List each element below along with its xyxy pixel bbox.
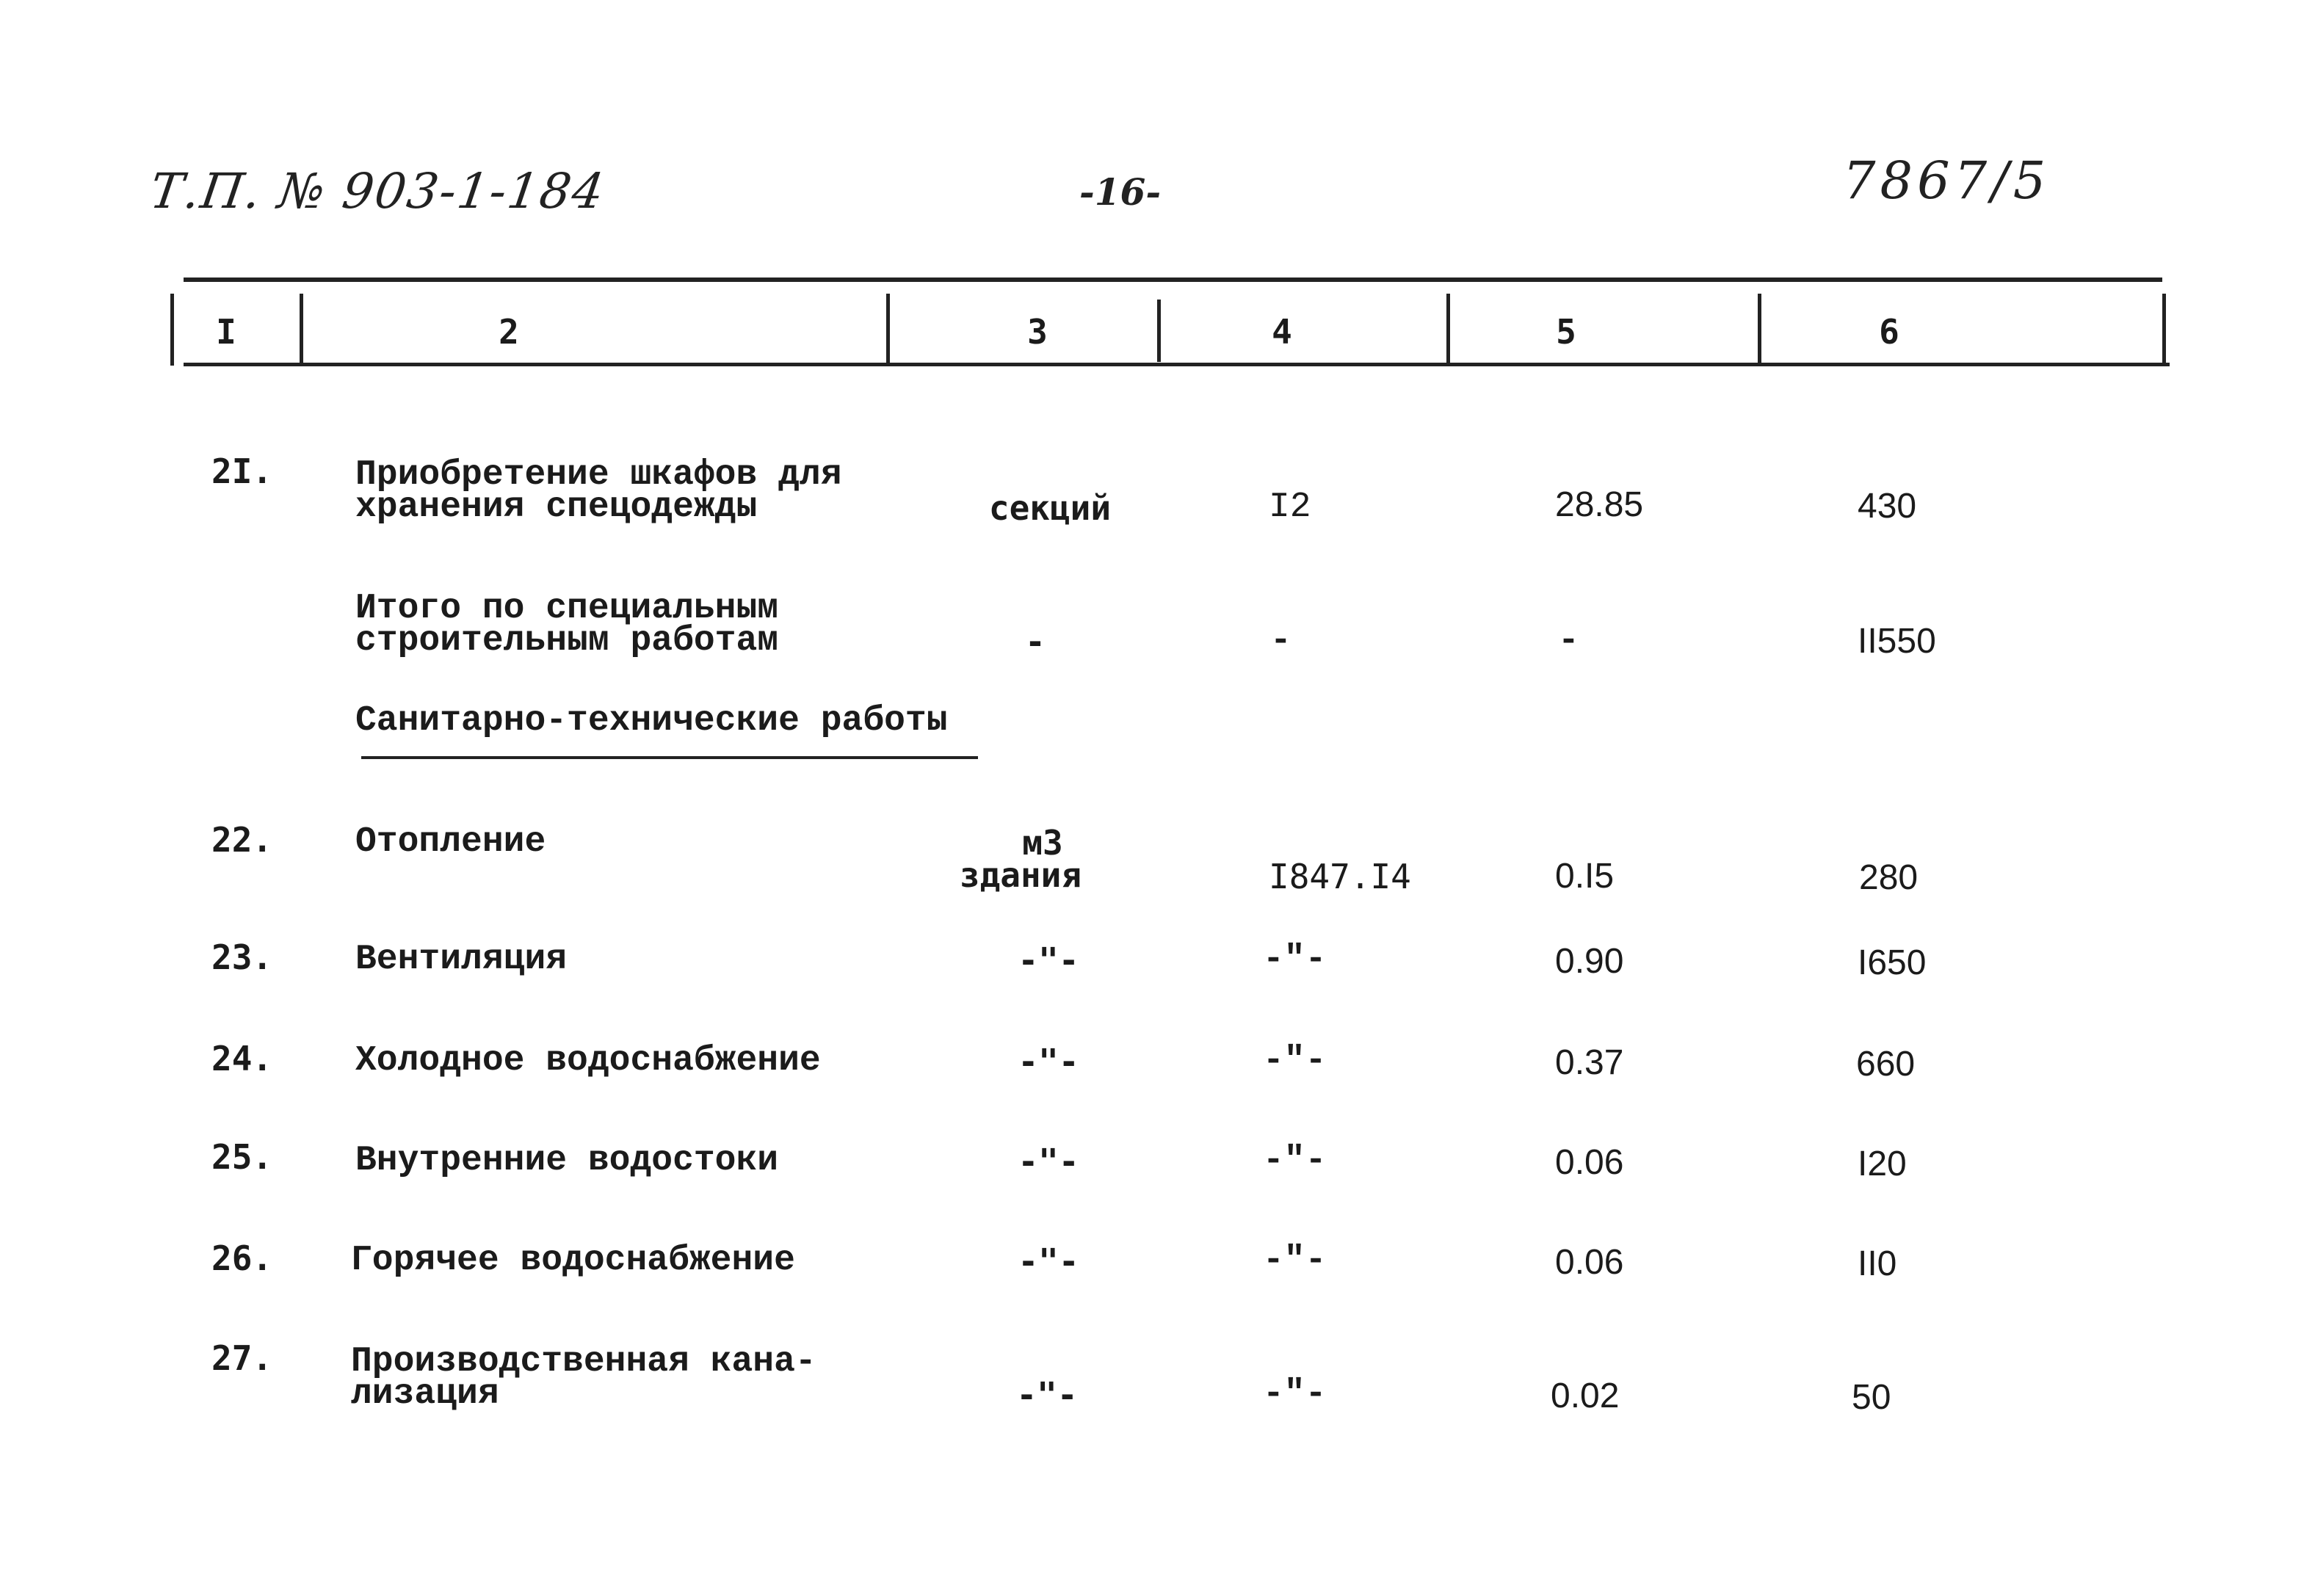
- cost: II0: [1858, 1244, 1897, 1283]
- column-divider: [300, 294, 303, 366]
- column-header-3: 3: [1027, 312, 1048, 352]
- unit: -"-: [1018, 1142, 1079, 1181]
- column-divider: [1157, 300, 1161, 362]
- work-name-line: Приобретение шкафов для: [355, 455, 842, 495]
- row-number: 2I.: [211, 451, 273, 491]
- quantity: -"-: [1263, 940, 1327, 979]
- unit-price: 0.90: [1555, 942, 1624, 981]
- section-title: Санитарно-технические работы: [355, 701, 948, 741]
- unit-price: 28.85: [1555, 485, 1644, 524]
- work-name-line: Внутренние водостоки: [355, 1141, 779, 1180]
- work-name-line: хранения спецодежды: [355, 487, 758, 527]
- unit-line: здания: [959, 855, 1082, 895]
- unit: -"-: [1016, 1375, 1078, 1415]
- column-divider: [1758, 294, 1761, 366]
- document-code: Т.П. № 903-1-184: [146, 163, 609, 220]
- quantity: -"-: [1263, 1041, 1327, 1081]
- table-right-border: [2162, 294, 2166, 366]
- unit-price: 0.I5: [1555, 857, 1615, 896]
- subtotal-label-line: Итого по специальным: [355, 589, 779, 628]
- work-name-line: лизация: [351, 1374, 499, 1414]
- subtotal-label-line: строительным работам: [355, 621, 779, 661]
- quantity: -"-: [1263, 1141, 1327, 1180]
- table-left-border: [170, 294, 174, 366]
- page-number: -16-: [1079, 170, 1162, 214]
- quantity: -"-: [1263, 1374, 1327, 1414]
- cost: I650: [1858, 943, 1927, 982]
- cost: 280: [1859, 858, 1919, 897]
- row-number: 22.: [211, 820, 273, 860]
- work-name-line: Отопление: [355, 822, 546, 862]
- unit-price: -: [1558, 621, 1579, 661]
- work-name-line: Производственная кана-: [351, 1342, 816, 1382]
- column-header-5: 5: [1556, 312, 1576, 352]
- quantity: I847.I4: [1269, 857, 1411, 896]
- unit: -"-: [1018, 1241, 1079, 1281]
- table-top-rule: [184, 278, 2162, 282]
- column-divider: [886, 294, 890, 366]
- cost: 430: [1858, 487, 1917, 526]
- cost: I20: [1858, 1145, 1907, 1183]
- row-number: 27.: [211, 1338, 273, 1378]
- cost: 50: [1852, 1378, 1891, 1417]
- unit-price: 0.06: [1555, 1243, 1624, 1282]
- column-header-1: I: [216, 312, 236, 352]
- quantity: -"-: [1263, 1241, 1327, 1280]
- sheet-number: 7867/5: [1843, 150, 2051, 211]
- quantity: -: [1270, 621, 1291, 661]
- unit-line: м3: [1022, 823, 1063, 863]
- unit: -: [1025, 622, 1046, 661]
- table-header-bottom-rule: [184, 363, 2170, 366]
- unit-price: 0.06: [1555, 1143, 1624, 1182]
- column-header-4: 4: [1272, 312, 1292, 352]
- subtotal-cost: II550: [1858, 622, 1936, 661]
- row-number: 23.: [211, 937, 273, 977]
- unit-price: 0.02: [1551, 1376, 1620, 1415]
- row-number: 24.: [211, 1039, 273, 1078]
- work-name-line: Горячее водоснабжение: [351, 1241, 795, 1280]
- unit: -"-: [1018, 1042, 1079, 1081]
- section-title-underline: [361, 756, 978, 759]
- column-divider: [1446, 294, 1450, 366]
- work-name-line: Холодное водоснабжение: [355, 1041, 821, 1081]
- unit-price: 0.37: [1555, 1043, 1624, 1082]
- cost: 660: [1856, 1045, 1916, 1084]
- quantity: I2: [1269, 487, 1311, 527]
- work-name-line: Вентиляция: [355, 940, 568, 979]
- unit: секций: [988, 488, 1112, 528]
- unit: -"-: [1018, 940, 1079, 980]
- column-header-6: 6: [1879, 312, 1899, 352]
- row-number: 26.: [211, 1238, 273, 1278]
- column-header-2: 2: [499, 312, 519, 352]
- row-number: 25.: [211, 1137, 273, 1177]
